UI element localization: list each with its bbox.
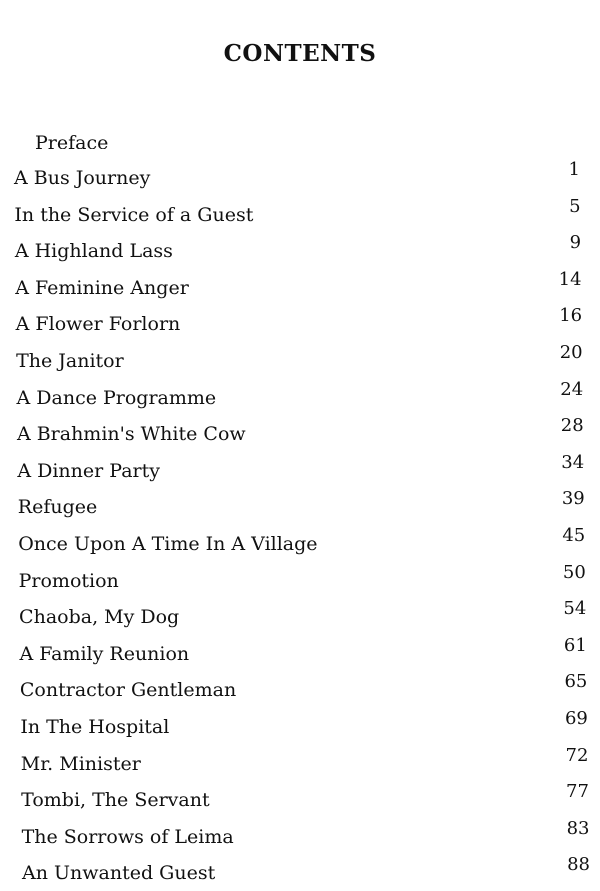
toc-entry-title: Tombi, The Servant — [21, 789, 210, 812]
toc-entry-page: 14 — [558, 268, 582, 290]
toc-entry-page: 9 — [569, 232, 582, 254]
toc-entry-page: 54 — [563, 598, 587, 620]
toc-row — [0, 195, 600, 233]
toc-row — [0, 268, 600, 306]
toc-row — [0, 159, 600, 196]
toc-entry-page: 24 — [560, 378, 584, 400]
toc-entry-title: An Unwanted Guest — [22, 862, 216, 885]
toc-entry-title: A Dinner Party — [17, 459, 160, 482]
toc-entry-page: 20 — [559, 342, 583, 363]
toc-entry-title: A Dance Programme — [16, 386, 217, 409]
toc-entry-title: In the Service of a Guest — [14, 203, 254, 226]
toc-row — [0, 598, 600, 635]
toc-entry-title: Refugee — [17, 496, 98, 519]
toc-entry-page: 77 — [566, 781, 589, 803]
toc-row — [0, 378, 600, 416]
toc-row — [0, 817, 600, 855]
toc-row — [0, 342, 600, 379]
toc-entry-page: 50 — [562, 561, 586, 583]
toc-entry-title: A Highland Lass — [14, 240, 173, 263]
toc-entry-title: Contractor Gentleman — [19, 679, 237, 702]
toc-row — [0, 525, 600, 562]
toc-entry-title: Mr. Minister — [20, 752, 141, 775]
toc-entry-title: The Janitor — [16, 350, 124, 372]
toc-row — [0, 781, 600, 818]
toc-entry-page: 88 — [567, 854, 590, 876]
toc-row — [0, 305, 600, 342]
toc-entry-page: 39 — [561, 488, 585, 510]
preface-entry: Preface — [35, 132, 109, 149]
toc-entry-page: 45 — [562, 525, 586, 546]
toc-entry-title: A Family Reunion — [19, 642, 190, 665]
toc-row — [0, 744, 600, 782]
toc-entry-title: In The Hospital — [20, 716, 170, 738]
page-title: CONTENTS — [223, 40, 377, 67]
toc-entry-page: 16 — [559, 305, 583, 327]
toc-entry-title: Chaoba, My Dog — [19, 606, 180, 629]
toc-entry-title: Once Upon A Time In A Village — [18, 533, 318, 555]
toc-entry-title: A Flower Forlorn — [15, 313, 181, 336]
toc-row — [0, 561, 600, 599]
toc-entry-page: 69 — [564, 708, 588, 729]
toc-row — [0, 415, 600, 452]
toc-row — [0, 854, 600, 891]
toc-entry-page: 1 — [568, 159, 580, 180]
toc-row — [0, 671, 600, 708]
toc-entry-page: 34 — [561, 451, 585, 473]
toc-entry-title: A Brahmin's White Cow — [16, 423, 246, 446]
toc-entry-page: 28 — [560, 415, 584, 437]
toc-entry-page: 61 — [563, 634, 587, 656]
toc-entry-page: 72 — [565, 744, 589, 766]
toc-entry-title: A Bus Journey — [14, 167, 151, 189]
toc-entry-title: The Sorrows of Leima — [21, 825, 234, 848]
toc-row — [0, 451, 600, 489]
toc-entry-title: A Feminine Anger — [15, 276, 189, 299]
toc-row — [0, 232, 600, 269]
toc-row — [0, 708, 600, 745]
toc-row — [0, 488, 600, 525]
toc-entry-page: 65 — [564, 671, 588, 693]
toc-entry-title: Promotion — [18, 569, 119, 592]
toc-entry-page: 83 — [566, 817, 590, 839]
toc-row — [0, 634, 600, 672]
toc-entry-page: 5 — [569, 195, 581, 217]
